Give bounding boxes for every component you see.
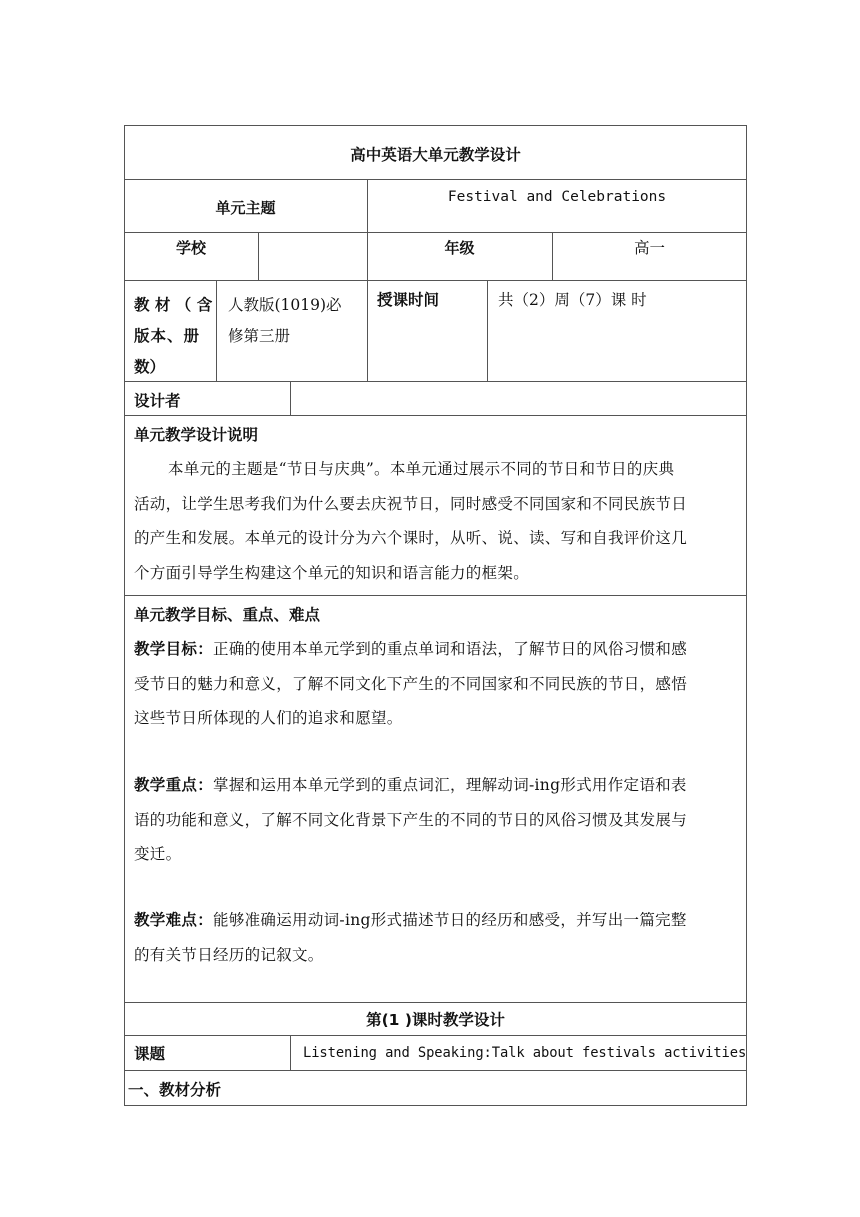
table-border-right bbox=[746, 125, 747, 1105]
textbook-label-line: 数） bbox=[134, 358, 166, 376]
key-line: 变迁。 bbox=[134, 845, 182, 863]
table-divider bbox=[216, 280, 217, 381]
design-note-line: 活动，让学生思考我们为什么要去庆祝节日，同时感受不同国家和不同民族节日 bbox=[134, 494, 688, 513]
table-divider bbox=[290, 1035, 291, 1070]
difficulty-label: 教学难点： bbox=[134, 911, 214, 929]
objective-label: 教学目标： bbox=[134, 640, 214, 658]
table-rule bbox=[124, 280, 747, 281]
objective-line: 这些节日所体现的人们的追求和愿望。 bbox=[134, 709, 403, 727]
objective-block bbox=[134, 632, 746, 736]
class-time-label: 授课时间 bbox=[377, 291, 440, 309]
table-border-left bbox=[124, 125, 125, 1105]
lesson-heading: 第(1 )课时教学设计 bbox=[366, 1011, 505, 1029]
class-time-value: 共（2）周（7）课 时 bbox=[498, 291, 647, 309]
unit-theme-label: 单元主题 bbox=[215, 199, 276, 217]
design-note-line: 本单元的主题是“节日与庆典”。本单元通过展示不同的节日和节日的庆典 bbox=[168, 460, 675, 478]
table-rule bbox=[124, 595, 747, 596]
textbook-value bbox=[228, 290, 363, 352]
design-note-body bbox=[134, 452, 746, 590]
textbook-value-line: 修第三册 bbox=[228, 327, 291, 345]
key-line: 语的功能和意义，了解不同文化背景下产生的不同的节日的风俗习惯及其发展与 bbox=[134, 810, 688, 829]
designer-label: 设计者 bbox=[134, 392, 181, 410]
table-rule bbox=[124, 1070, 747, 1071]
goals-heading: 单元教学目标、重点、难点 bbox=[134, 606, 321, 624]
grade-label: 年级 bbox=[444, 239, 475, 257]
difficulty-block bbox=[134, 903, 746, 972]
objective-line bbox=[134, 632, 746, 667]
textbook-label bbox=[134, 290, 216, 383]
difficulty-line: 的有关节日经历的记叙文。 bbox=[134, 945, 324, 964]
key-label: 教学重点： bbox=[134, 776, 214, 794]
grade-value: 高一 bbox=[633, 239, 665, 257]
table-rule bbox=[124, 125, 747, 126]
table-rule bbox=[124, 1035, 747, 1036]
table-divider bbox=[367, 179, 368, 381]
design-note-line: 个方面引导学生构建这个单元的知识和语言能力的框架。 bbox=[134, 563, 530, 582]
table-divider bbox=[487, 280, 488, 381]
textbook-value-line: 人教版(1019)必 bbox=[228, 296, 342, 314]
table-rule bbox=[124, 232, 747, 233]
table-rule bbox=[124, 381, 747, 382]
objective-text: 正确的使用本单元学到的重点单词和语法，了解节日的风俗习惯和感 bbox=[213, 640, 688, 658]
section-heading: 一、教材分析 bbox=[128, 1081, 222, 1099]
design-note-line: 的产生和发展。本单元的设计分为六个课时，从听、说、读、写和自我评价这几 bbox=[134, 529, 688, 547]
key-points-block bbox=[134, 768, 746, 872]
document-title: 高中英语大单元教学设计 bbox=[350, 146, 521, 164]
unit-theme-value: Festival and Celebrations bbox=[447, 189, 667, 205]
topic-value: Listening and Speaking:Talk about festivals activities bbox=[303, 1045, 747, 1061]
key-text: 掌握和运用本单元学到的重点词汇，理解动词-ing形式用作定语和表 bbox=[213, 776, 687, 794]
table-rule bbox=[124, 415, 747, 416]
table-rule bbox=[124, 1002, 747, 1003]
topic-label: 课题 bbox=[134, 1045, 166, 1063]
table-rule bbox=[124, 179, 747, 180]
table-rule bbox=[124, 1105, 747, 1106]
design-note-heading: 单元教学设计说明 bbox=[134, 426, 259, 444]
school-label: 学校 bbox=[175, 239, 206, 257]
table-divider bbox=[258, 232, 259, 280]
key-line bbox=[134, 768, 746, 803]
textbook-label-line: 版本、册 bbox=[134, 327, 201, 345]
table-divider bbox=[290, 381, 291, 415]
objective-line: 受节日的魅力和意义，了解不同文化下产生的不同国家和不同民族的节日，感悟 bbox=[134, 674, 688, 693]
difficulty-text: 能够准确运用动词-ing形式描述节日的经历和感受，并写出一篇完整 bbox=[213, 911, 687, 929]
textbook-label-line: 教 材 （ 含 bbox=[134, 296, 213, 314]
difficulty-line bbox=[134, 903, 746, 938]
